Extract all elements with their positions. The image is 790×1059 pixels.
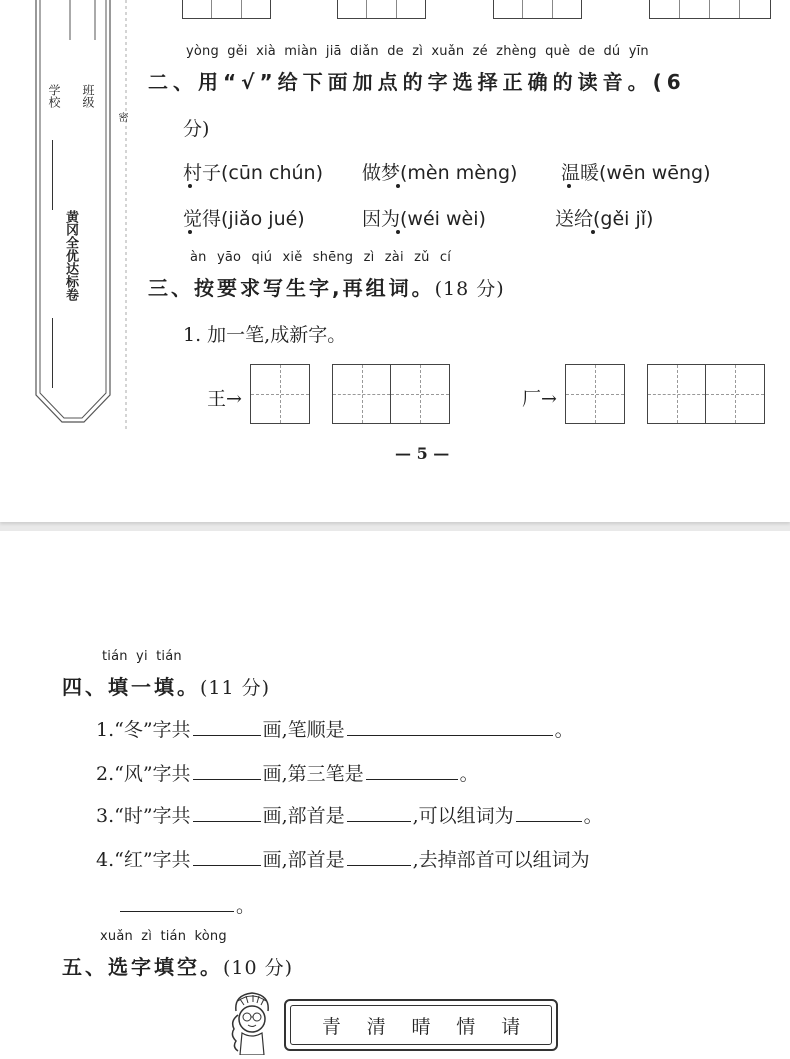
emphasis-dot xyxy=(396,184,400,188)
question-text: 。 xyxy=(459,763,479,785)
class-label: 班级 xyxy=(81,84,95,108)
writing-grid-top xyxy=(337,0,426,19)
item-options[interactable]: (cūn chún) xyxy=(221,162,323,184)
answer-blank[interactable] xyxy=(193,847,261,866)
question-text: 。 xyxy=(554,719,574,741)
emphasis-dot xyxy=(567,184,571,188)
answer-blank[interactable] xyxy=(516,803,582,822)
char-prompt-2: 厂→ xyxy=(522,388,557,410)
seal-label: 密 xyxy=(116,112,127,122)
item-word: 温暖 xyxy=(561,162,600,184)
character-choice-box xyxy=(284,999,558,1051)
brand-rule-bottom xyxy=(52,318,54,388)
worksheet-page-bottom xyxy=(0,531,790,1059)
item-options[interactable]: (wéi wèi) xyxy=(400,208,486,230)
school-label: 学校 xyxy=(47,84,61,108)
pinyin-item xyxy=(362,204,486,231)
item-options[interactable]: (mèn mèng) xyxy=(400,162,518,184)
answer-blank[interactable] xyxy=(366,761,458,780)
section5-heading xyxy=(62,951,293,980)
choice-char: 晴 xyxy=(411,1015,431,1038)
answer-blank[interactable] xyxy=(347,847,411,866)
section2-title: 二、用“√”给下面加点的字选择正确的读音。(6 xyxy=(148,70,686,94)
writing-grid-top xyxy=(493,0,582,19)
fill-question-3 xyxy=(96,801,603,828)
section5-title: 五、选字填空。 xyxy=(62,955,223,979)
answer-blank[interactable] xyxy=(347,803,411,822)
item-options[interactable]: (gěi jǐ) xyxy=(593,208,654,230)
section2-score: 分) xyxy=(183,118,210,140)
fill-question-4 xyxy=(96,845,590,872)
section3-heading xyxy=(148,272,505,301)
page-number: — 5 — xyxy=(395,444,450,463)
pinyin-item xyxy=(183,204,305,231)
writing-grid[interactable] xyxy=(647,364,765,424)
question-text: 1.“冬”字共 xyxy=(96,719,191,741)
question-text: 。 xyxy=(583,805,603,827)
section4-title: 四、填一填。 xyxy=(62,675,200,699)
pinyin-item xyxy=(555,204,653,231)
section3-question1: 1. 加一笔,成新字。 xyxy=(183,324,347,346)
answer-blank[interactable] xyxy=(120,893,234,912)
item-word: 做梦 xyxy=(362,162,401,184)
section4-score: (11 分) xyxy=(200,677,271,699)
item-word: 觉得 xyxy=(183,208,222,230)
section3-pinyin: àn yāo qiú xiě shēng zì zài zǔ cí xyxy=(190,250,452,265)
question-text: 画,部首是 xyxy=(262,805,345,827)
choice-char: 青 xyxy=(321,1015,341,1038)
item-options[interactable]: (jiǎo jué) xyxy=(221,208,305,230)
question-text: 画,部首是 xyxy=(262,849,345,871)
question-text: ,可以组词为 xyxy=(412,805,514,827)
item-word: 村子 xyxy=(183,162,222,184)
choice-char: 清 xyxy=(366,1015,386,1038)
section3-title: 三、按要求写生字,再组词。 xyxy=(148,276,435,300)
binding-sidebar xyxy=(0,0,130,430)
girl-illustration-icon xyxy=(226,989,278,1055)
worksheet-page-top xyxy=(0,0,790,522)
answer-blank[interactable] xyxy=(193,803,261,822)
writing-grid-top xyxy=(182,0,271,19)
question-text: 4.“红”字共 xyxy=(96,849,191,871)
section2-pinyin: yòng gěi xià miàn jiā diǎn de zì xuǎn zé zhèng què de dú yīn xyxy=(186,44,649,59)
question-text: 2.“风”字共 xyxy=(96,763,191,785)
question-text: 3.“时”字共 xyxy=(96,805,191,827)
emphasis-dot xyxy=(591,230,595,234)
answer-blank[interactable] xyxy=(347,717,553,736)
choice-char: 请 xyxy=(501,1015,521,1038)
brand-rule-top xyxy=(52,140,54,210)
question-text: 。 xyxy=(236,895,256,917)
fill-question-4-cont xyxy=(118,891,255,918)
char-prompt-1: 王→ xyxy=(207,388,242,410)
item-word: 送给 xyxy=(555,208,594,230)
pinyin-item xyxy=(362,158,517,185)
pinyin-item xyxy=(183,158,323,185)
section4-pinyin: tián yi tián xyxy=(102,649,182,664)
section5-pinyin: xuǎn zì tián kòng xyxy=(100,929,227,944)
emphasis-dot xyxy=(188,184,192,188)
character-choice-inner xyxy=(290,1005,552,1045)
question-text: 画,第三笔是 xyxy=(262,763,364,785)
section4-heading xyxy=(62,671,270,700)
answer-blank[interactable] xyxy=(193,761,261,780)
writing-grid-top xyxy=(649,0,771,19)
emphasis-dot xyxy=(396,230,400,234)
emphasis-dot xyxy=(188,230,192,234)
brand-label: 黄冈全优达标卷 xyxy=(63,210,78,301)
fill-question-1 xyxy=(96,715,574,742)
question-text: ,去掉部首可以组词为 xyxy=(412,849,590,871)
answer-blank[interactable] xyxy=(193,717,261,736)
writing-grid[interactable] xyxy=(565,364,625,424)
section5-score: (10 分) xyxy=(223,957,294,979)
fill-question-2 xyxy=(96,759,479,786)
section3-score: (18 分) xyxy=(434,278,505,300)
writing-grid[interactable] xyxy=(250,364,310,424)
pinyin-item xyxy=(561,158,710,185)
question-text: 画,笔顺是 xyxy=(262,719,345,741)
choice-char: 情 xyxy=(456,1015,476,1038)
writing-grid[interactable] xyxy=(332,364,450,424)
item-options[interactable]: (wēn wēng) xyxy=(599,162,711,184)
item-word: 因为 xyxy=(362,208,401,230)
